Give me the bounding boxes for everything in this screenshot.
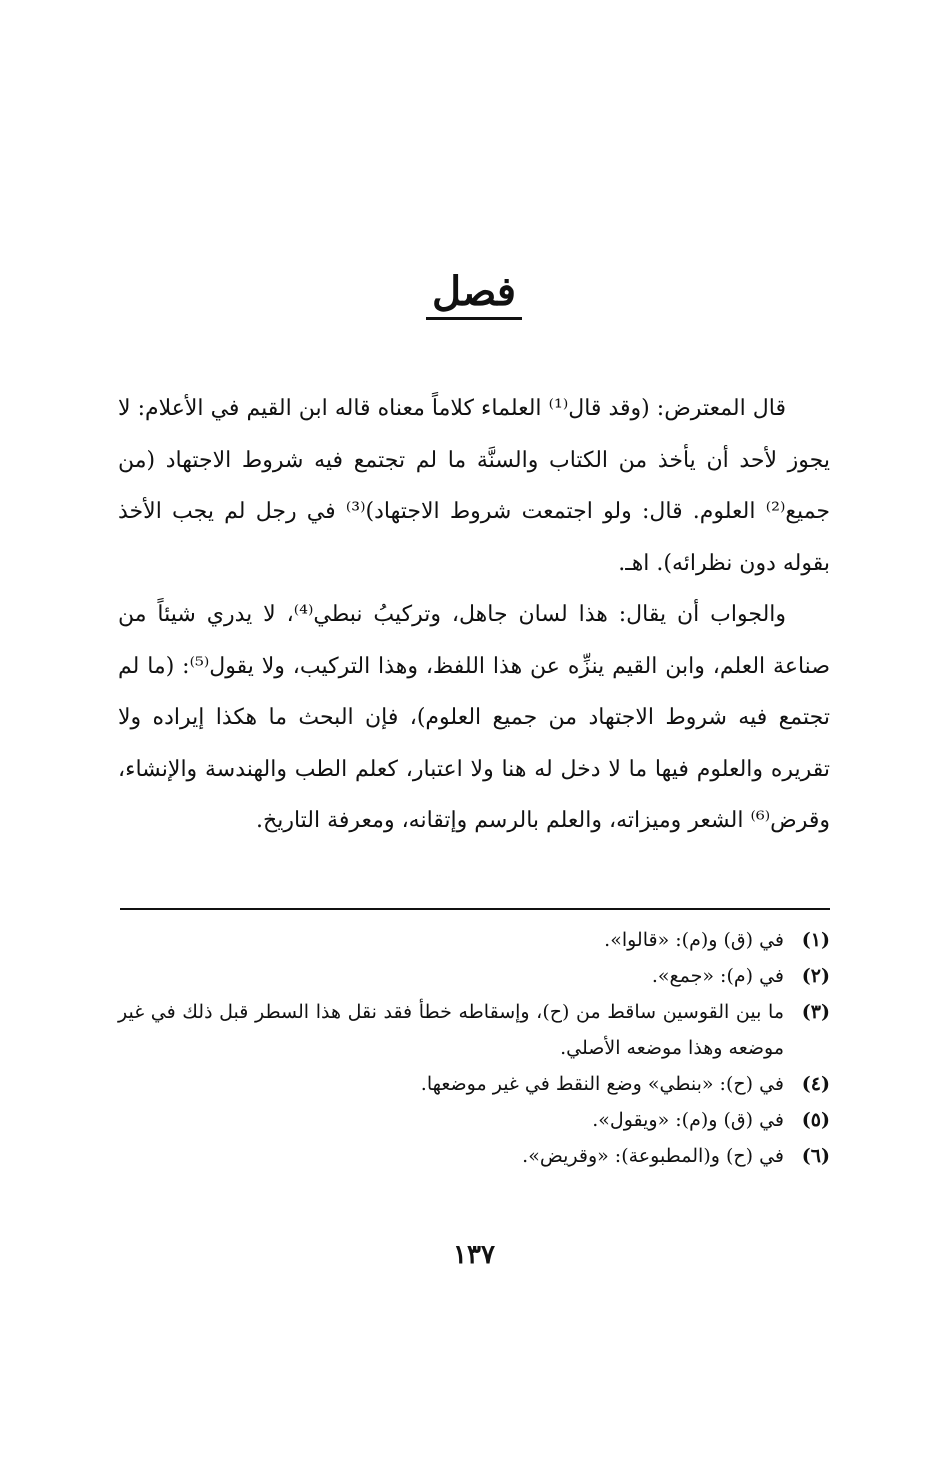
footnote-text: في (ق) و(م): «قالوا».	[604, 929, 784, 951]
chapter-title-text: فصل	[426, 268, 522, 320]
footnote-number: (١)	[801, 929, 830, 951]
paragraph-objection: قال المعترض: (وقد قال⁽¹⁾ العلماء كلاماً معناه قاله ابن القيم في الأعلام: لا يجوز لأحد أن يأخذ من الكتاب والسنَّة ما لم تجتمع فيه شروط الاجتهاد (من جميع⁽²⁾ العلوم. قال: ولو اجتمعت شروط الاجتهاد)⁽³⁾ في رجل لم يجب الأخذ بقوله دون نظرائه). اهـ.	[118, 396, 831, 576]
main-text	[118, 383, 830, 847]
footnote-item	[118, 922, 830, 958]
footnotes	[118, 922, 830, 1174]
footnote-text: في (ح): «بنطي» وضع النقط في غير موضعها.	[420, 1073, 784, 1095]
page-number: ١٣٧	[453, 1240, 495, 1270]
footnote-separator	[120, 908, 830, 910]
footnote-number: (٣)	[801, 1001, 830, 1023]
footnote-text: في (ق) و(م): «ويقول».	[592, 1109, 784, 1131]
footnote-text: في (م): «جمع».	[651, 965, 784, 987]
footnote-number: (٦)	[801, 1145, 830, 1167]
footnote-item	[118, 994, 830, 1066]
footnote-text: في (ح) و(المطبوعة): «وقريض».	[522, 1145, 784, 1167]
footnote-number: (٢)	[801, 965, 830, 987]
footnote-number: (٤)	[801, 1073, 830, 1095]
footnote-item	[118, 1066, 830, 1102]
chapter-title	[0, 268, 948, 320]
footnote-item	[118, 1102, 830, 1138]
paragraph-answer: والجواب أن يقال: هذا لسان جاهل، وتركيبُ نبطي⁽⁴⁾، لا يدري شيئاً من صناعة العلم، وابن القيم ينزِّه عن هذا اللفظ، وهذا التركيب، ولا يقول⁽⁵⁾: (ما لم تجتمع فيه شروط الاجتهاد من جميع العلوم)، فإن البحث ما هكذا إيراده ولا تقريره والعلوم فيها ما لا دخل له هنا ولا اعتبار، كعلم الطب والهندسة والإنشاء، وقرض⁽⁶⁾ الشعر وميزاته، والعلم بالرسم وإتقانه، ومعرفة التاريخ.	[118, 602, 830, 833]
footnote-text: ما بين القوسين ساقط من (ح)، وإسقاطه خطأ فقد نقل هذا السطر قبل ذلك في غير موضعه وهذا موضعه الأصلي.	[118, 1001, 784, 1059]
footnote-item	[118, 958, 830, 994]
footnote-item	[118, 1138, 830, 1174]
footnote-number: (٥)	[801, 1109, 830, 1131]
